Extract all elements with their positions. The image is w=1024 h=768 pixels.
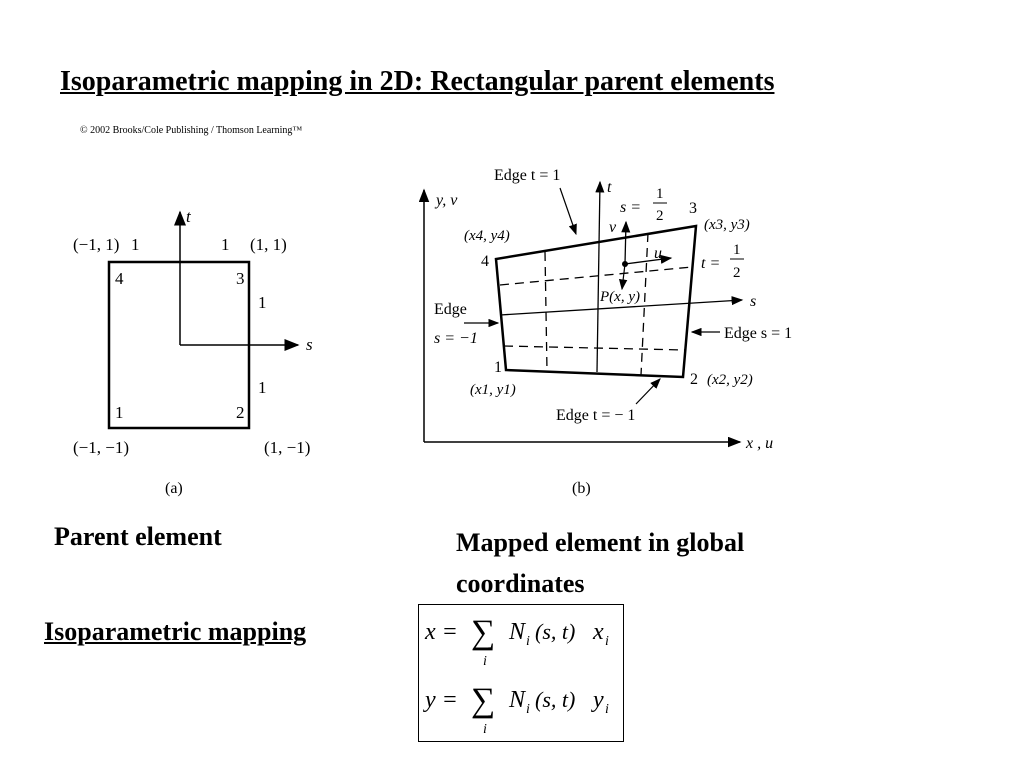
node-2: 2 xyxy=(236,403,245,422)
eq1-lhs: x = xyxy=(425,619,458,645)
eq1-N-sub: i xyxy=(526,634,530,649)
node-2: 2 xyxy=(690,371,698,388)
eq2-y: y xyxy=(593,687,604,713)
axis-s-label: s xyxy=(306,335,313,354)
figure-a-parent-element xyxy=(60,195,340,505)
corner-top-right: (1, 1) xyxy=(250,235,287,254)
equations xyxy=(419,605,623,741)
eq1-args: (s, t) xyxy=(535,619,576,644)
eq2-args: (s, t) xyxy=(535,687,576,712)
u-vector xyxy=(625,258,671,264)
local-t-axis xyxy=(597,182,600,372)
eq2-y-sub: i xyxy=(605,702,609,717)
edge-t-minus-label: Edge t = − 1 xyxy=(556,407,636,424)
dim-right-lower: 1 xyxy=(258,378,267,397)
eq1-x-sub: i xyxy=(605,634,609,649)
corner-top-left: (−1, 1) xyxy=(73,235,120,254)
figure-a-label: (a) xyxy=(165,480,183,497)
local-t-label: t xyxy=(607,179,612,196)
eq2-N: N xyxy=(509,687,526,713)
figure-b-label: (b) xyxy=(572,480,591,497)
edge-t-plus-label: Edge t = 1 xyxy=(494,167,561,184)
s-half-den: 2 xyxy=(656,208,664,224)
caption-parent-element: Parent element xyxy=(54,522,222,551)
s-half-num: 1 xyxy=(656,186,664,202)
figure-b-mapped-element xyxy=(420,155,820,505)
eq2-sum: ∑ xyxy=(471,682,496,719)
eq1-index: i xyxy=(483,654,487,669)
v-label: v xyxy=(609,219,617,236)
t-half-den: 2 xyxy=(733,265,741,281)
node-1: 1 xyxy=(494,359,502,376)
local-s-label: s xyxy=(750,293,757,310)
p-pointer xyxy=(622,264,625,289)
node-4: 4 xyxy=(481,253,489,270)
dashed-line xyxy=(641,233,648,375)
mapped-quadrilateral xyxy=(496,226,696,377)
dashed-line xyxy=(504,346,685,350)
edge-t-plus-pointer xyxy=(560,188,576,234)
t-half-num: 1 xyxy=(733,242,741,258)
dim-right-upper: 1 xyxy=(258,293,267,312)
s-half-prefix: s = xyxy=(620,199,642,216)
t-half-prefix: t = xyxy=(701,255,721,272)
edge-t-minus-pointer xyxy=(636,379,660,404)
node-4: 4 xyxy=(115,269,124,288)
isoparametric-mapping-heading: Isoparametric mapping xyxy=(44,617,307,646)
eq2-index: i xyxy=(483,722,487,737)
node-1: 1 xyxy=(115,403,124,422)
coord-4: (x4, y4) xyxy=(464,228,510,244)
node-3: 3 xyxy=(236,269,245,288)
corner-bottom-left: (−1, −1) xyxy=(73,438,129,457)
eq1-N: N xyxy=(509,619,526,645)
point-p-label: P(x, y) xyxy=(600,289,640,305)
u-label: u xyxy=(654,245,662,262)
coord-1: (x1, y1) xyxy=(470,382,516,398)
dim-top-right: 1 xyxy=(221,235,230,254)
corner-bottom-right: (1, −1) xyxy=(264,438,311,457)
coord-2: (x2, y2) xyxy=(707,372,753,388)
eq2-N-sub: i xyxy=(526,702,530,717)
v-vector xyxy=(625,222,626,264)
caption-mapped-element: Mapped element in global coordinates xyxy=(456,528,745,598)
axis-xu-label: x , u xyxy=(746,435,774,452)
edge-s-minus-line1: Edge xyxy=(434,301,467,318)
equation-box xyxy=(418,604,624,742)
axis-yv-label: y, v xyxy=(436,192,458,209)
eq2-lhs: y = xyxy=(425,687,458,713)
edge-s-plus-label: Edge s = 1 xyxy=(724,325,793,342)
eq1-x: x xyxy=(593,619,604,645)
axis-t-label: t xyxy=(186,207,191,226)
node-3: 3 xyxy=(689,200,697,217)
slide-title: Isoparametric mapping in 2D: Rectangular parent elements xyxy=(60,66,775,97)
edge-s-minus-line2: s = −1 xyxy=(434,330,478,347)
eq1-sum: ∑ xyxy=(471,614,496,651)
dim-top-left: 1 xyxy=(131,235,140,254)
coord-3: (x3, y3) xyxy=(704,217,750,233)
copyright-note: © 2002 Brooks/Cole Publishing / Thomson Learning™ xyxy=(80,125,303,136)
dashed-line xyxy=(500,267,692,285)
